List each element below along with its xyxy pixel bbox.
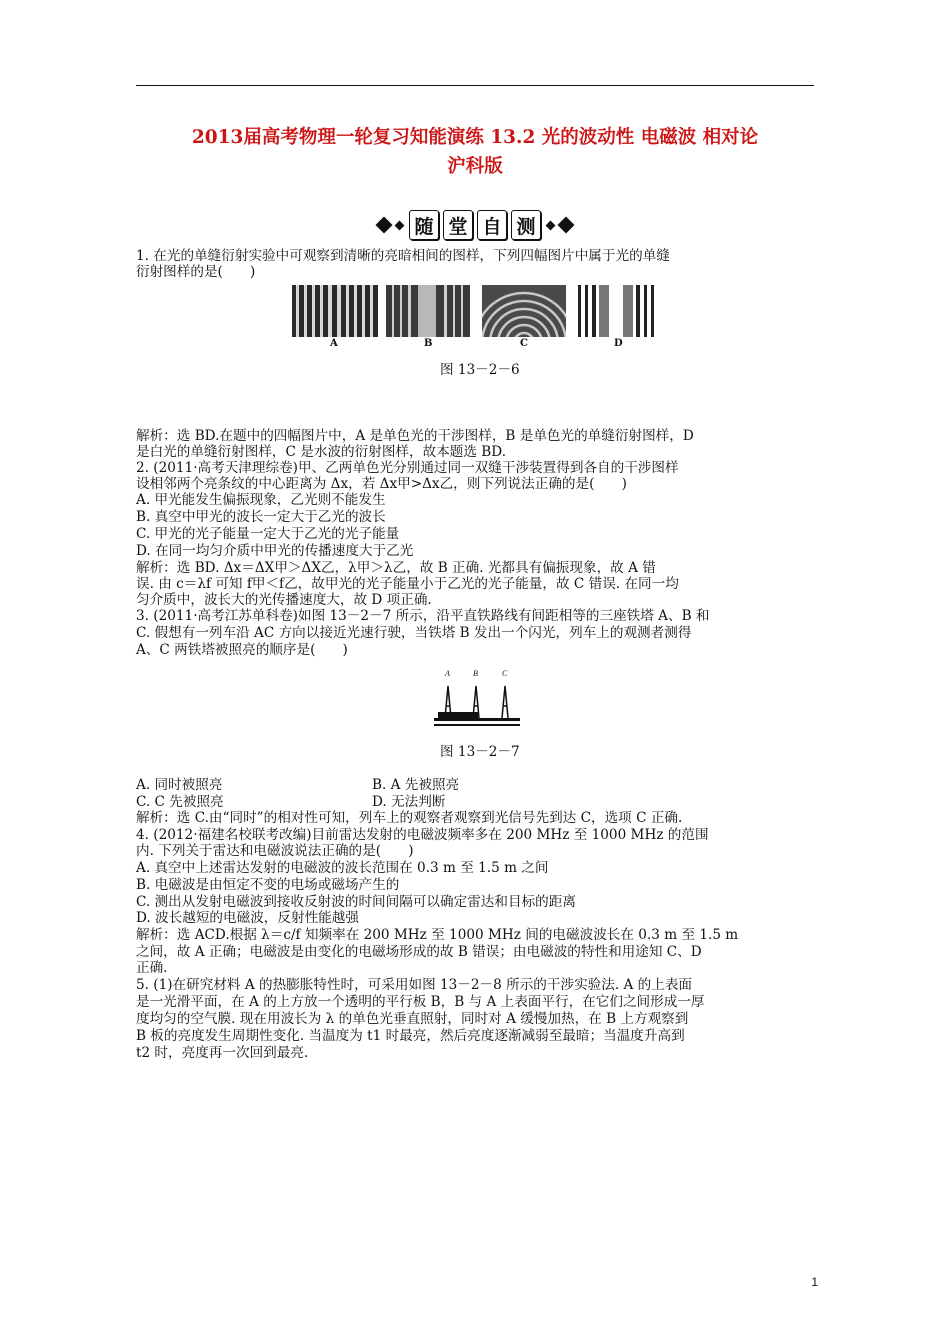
- solution-text: 之间，故 A 正确；电磁波是由变化的电磁场形成的故 B 错误；由电磁波的特性和用途知 C、D: [136, 944, 702, 960]
- question-text: 设相邻两个亮条纹的中心距离为 Δx，若 Δx甲>Δx乙，则下列说法正确的是( ): [136, 476, 627, 492]
- pattern-image-d: [575, 285, 659, 337]
- solution-text: 匀介质中，波长大的光传播速度大，故 D 项正确.: [136, 592, 432, 608]
- option-text: D. 在同一均匀介质中甲光的传播速度大于乙光: [136, 543, 414, 559]
- option-text: A. 甲光能发生偏振现象，乙光则不能发生: [136, 492, 386, 508]
- option-text: C. C 先被照亮: [136, 794, 224, 810]
- option-text: D. 波长越短的电磁波，反射性能越强: [136, 910, 359, 926]
- option-text: D. 无法判断: [372, 794, 446, 810]
- section-banner: [330, 207, 620, 243]
- diamond-icon: [546, 220, 556, 230]
- page-title-line1: 2013届高考物理一轮复习知能演练 13.2 光的波动性 电磁波 相对论: [191, 127, 759, 148]
- tower-label-a: A: [445, 669, 450, 678]
- pattern-image-b: [386, 285, 470, 337]
- question-text: C. 假想有一列车沿 AC 方向以接近光速行驶，当铁塔 B 发出一个闪光，列车上的观测者测得: [136, 625, 692, 641]
- diamond-icon: [558, 217, 575, 234]
- question-text: t2 时，亮度再一次回到最亮.: [136, 1045, 309, 1061]
- pattern-label: B: [424, 338, 433, 349]
- tower-label-b: B: [473, 669, 478, 678]
- question-text: 内. 下列关于雷达和电磁波说法正确的是( ): [136, 843, 414, 859]
- pattern-label: D: [614, 338, 623, 349]
- pattern-image-a: [292, 285, 378, 337]
- tower-c-icon: [502, 686, 508, 718]
- solution-text: 解析：选 ACD.根据 λ＝c/f 知频率在 200 MHz 至 1000 MHz 间的电磁波波长在 0.3 m 至 1.5 m: [136, 927, 739, 943]
- question-text: 3. (2011·高考江苏单科卷)如图 13－2－7 所示，沿平直铁路线有间距相等的三座铁塔 A、B 和: [136, 608, 710, 624]
- option-text: B. 电磁波是由恒定不变的电场或磁场产生的: [136, 877, 400, 893]
- question-text: 是一光滑平面，在 A 的上方放一个透明的平行板 B，B 与 A 上表面平行，在它们之间形成一厚: [136, 994, 705, 1010]
- solution-text: 是白光的单缝衍射图样，C 是水波的衍射图样，故本题选 BD.: [136, 444, 507, 460]
- solution-text: 解析：选 BD. Δx＝ΔX甲＞ΔX乙，λ甲＞λ乙，故 B 正确. 光都具有偏振现象，故 A 错: [136, 560, 656, 576]
- solution-text: 解析：选 BD.在题中的四幅图片中，A 是单色光的干涉图样，B 是单色光的单缝衍射图样，D: [136, 428, 694, 444]
- option-text: B. 真空中甲光的波长一定大于乙光的波长: [136, 509, 386, 525]
- diamond-icon: [376, 217, 393, 234]
- solution-text: 正确.: [136, 960, 168, 976]
- option-text: C. 甲光的光子能量一定大于乙光的光子能量: [136, 526, 400, 542]
- banner-char: 自: [477, 210, 507, 240]
- question-text: A、C 两铁塔被照亮的顺序是( ): [136, 642, 348, 658]
- figure-caption: 图 13－2－7: [440, 744, 520, 760]
- page-title-line2: 沪科版: [447, 156, 503, 177]
- water-wave-pattern: [482, 285, 566, 337]
- banner-char: 堂: [443, 210, 473, 240]
- tower-label-c: C: [502, 669, 508, 678]
- question-text: 5. (1)在研究材料 A 的热膨胀特性时，可采用如图 13－2－8 所示的干涉实验法. A 的上表面: [136, 977, 693, 993]
- banner-char: 测: [511, 210, 541, 240]
- train-icon: [438, 712, 478, 718]
- option-text: A. 同时被照亮: [136, 777, 223, 793]
- option-text: C. 测出从发射电磁波到接收反射波的时间间隔可以确定雷达和目标的距离: [136, 894, 576, 910]
- top-rule: [136, 85, 814, 86]
- pattern-label: C: [520, 338, 528, 349]
- banner-char: 随: [409, 210, 439, 240]
- diamond-icon: [395, 220, 405, 230]
- option-text: A. 真空中上述雷达发射的电磁波的波长范围在 0.3 m 至 1.5 m 之间: [136, 860, 549, 876]
- pattern-label: A: [330, 338, 338, 349]
- question-text: 度均匀的空气膜. 现在用波长为 λ 的单色光垂直照射，同时对 A 缓慢加热，在 B 上方观察到: [136, 1011, 689, 1027]
- double-slit-pattern: [292, 285, 378, 337]
- question-text: 4. (2012·福建名校联考改编)目前雷达发射的电磁波频率多在 200 MHz 至 1000 MHz 的范围: [136, 827, 709, 843]
- white-light-pattern: [575, 285, 659, 337]
- solution-text: 误. 由 c＝λf 可知 f甲＜f乙，故甲光的光子能量小于乙光的光子能量，故 C 错误. 在同一均: [136, 576, 679, 592]
- solution-text: 解析：选 C.由“同时”的相对性可知，列车上的观察者观察到光信号先到达 C，选项 C 正确.: [136, 810, 683, 826]
- question-text: 衍射图样的是( ): [136, 264, 256, 280]
- figure-caption: 图 13－2－6: [440, 362, 520, 378]
- tower-train-figure: [432, 668, 522, 730]
- single-slit-pattern: [386, 285, 470, 337]
- option-text: B. A 先被照亮: [372, 777, 460, 793]
- question-text: B 板的亮度发生周期性变化. 当温度为 t1 时最亮，然后亮度逐渐减弱至最暗；当温度升高到: [136, 1028, 685, 1044]
- question-text: 2. (2011·高考天津理综卷)甲、乙两单色光分别通过同一双缝干涉装置得到各自的干涉图样: [136, 460, 679, 476]
- pattern-image-c: [482, 285, 566, 337]
- question-text: 1. 在光的单缝衍射实验中可观察到清晰的亮暗相间的图样，下列四幅图片中属于光的单缝: [136, 248, 670, 264]
- page-number: 1: [811, 1275, 818, 1289]
